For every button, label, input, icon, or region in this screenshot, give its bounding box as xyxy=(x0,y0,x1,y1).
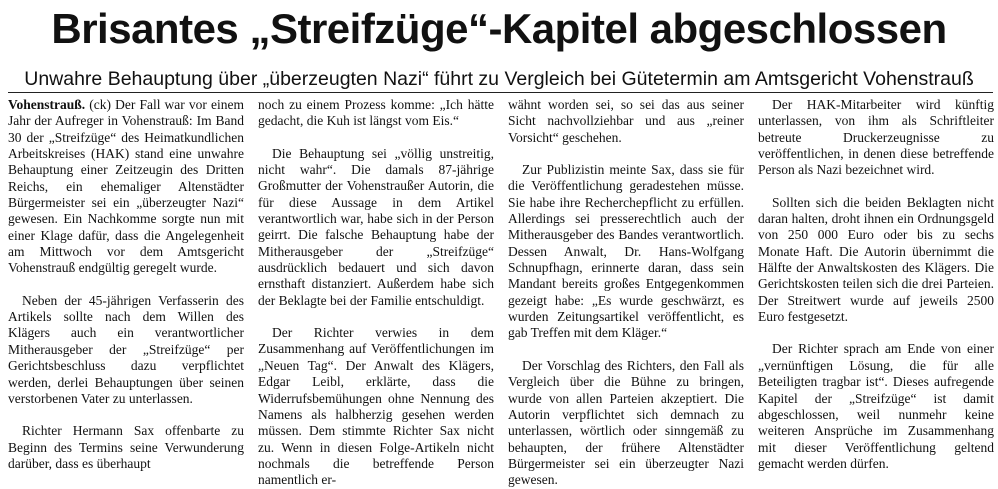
article-paragraph: Der Vorschlag des Richters, den Fall als Vergleich über die Bühne zu bringen, wurde von allen Parteien akzeptiert. Die Autorin verpflichtet sich demnach zu unterlassen, wörtlich oder sinngemäß zu behaupten, der frühere Altenstädter Bürgermeister sei ein überzeugter Nazi gewesen. xyxy=(508,357,744,488)
headline: Brisantes „Streifzüge“-Kapitel abgeschlossen xyxy=(51,5,947,52)
subheadline: Unwahre Behauptung über „überzeugten Nazi“ führt zu Vergleich bei Gütetermin am Amtsgericht Vohenstrauß xyxy=(24,68,974,90)
article-paragraph: Der HAK-Mitarbeiter wird künftig unterlassen, von ihm als Schriftleiter betreute Druckerzeugnisse zu veröffentlichen, in denen diese betreffende Person als Nazi bezeichnet wird. xyxy=(758,97,994,178)
article-column-1 xyxy=(8,97,244,472)
article-paragraph: Sollten sich die beiden Beklagten nicht daran halten, droht ihnen ein Ordnungsgeld von 250 000 Euro oder bis zu sechs Monate Haft. Die Autorin übernimmt die Hälfte der Anwaltskosten des Klägers. Die Gerichtskosten teilen sich die drei Parteien. Der Streitwert wurde auf jeweils 2500 Euro festgesetzt. xyxy=(758,194,994,325)
article-paragraph: Neben der 45-jährigen Verfasserin des Artikels sollte nach dem Willen des Klägers auch ein verantwortlicher Mitherausgeber der „Streifzüge“ per Gerichtsbeschluss dazu verpflichtet werden, derlei Behauptungen über seinen verstorbenen Vater zu unterlassen. xyxy=(8,292,244,406)
article-column-3 xyxy=(508,97,744,489)
article-paragraph: Der Richter sprach am Ende von einer „vernünftigen Lösung, die für alle Beteiligten tragbar ist“. Dieses aufregende Kapitel der „Streifzüge“ ist damit abgeschlossen, weil nunmehr keine weiteren Ansprüche im Zusammenhang mit dieser Veröffentlichung geltend gemacht werden dürfen. xyxy=(758,341,994,471)
article-column-2 xyxy=(258,97,494,489)
article-paragraph: wähnt worden sei, so sei das aus seiner Sicht nachvollziehbar und aus „reiner Vorsicht“ geschehen. xyxy=(508,97,744,145)
divider xyxy=(8,92,993,93)
article-paragraph: Der Richter verwies in dem Zusammenhang auf Veröffentlichungen im „Neuen Tag“. Der Anwalt des Klägers, Edgar Leibl, erklärte, dass die Widerrufsbemühungen ohne Nennung des Namens als halbherzig gesehen werden müssen. Dem stimmte Richter Sax nicht zu. Wenn in diesen Folge-Artikeln nicht nochmals die betreffende Person namentlich er- xyxy=(258,325,494,488)
article-column-4 xyxy=(758,97,994,472)
article-paragraph: noch zu einem Prozess komme: „Ich hätte gedacht, die Kuh ist längst vom Eis.“ xyxy=(258,97,494,129)
article-paragraph: Die Behauptung sei „völlig unstreitig, nicht wahr“. Die damals 87-jährige Großmutter der Vohenstraußer Autorin, die für diese Aussage in dem Artikel verantwortlich war, habe sich in der Person geirrt. Die falsche Behauptung habe der Mitherausgeber der „Streifzüge“ ausdrücklich bedauert und sich davon ernsthaft distanziert. Außerdem habe sich der Beklagte bei der Familie entschuldigt. xyxy=(258,145,494,308)
article-paragraph: Richter Hermann Sax offenbarte zu Beginn des Termins seine Verwunderung darüber, dass es überhaupt xyxy=(8,423,244,471)
paragraph-text: (ck) Der Fall war vor einem Jahr der Aufreger in Vohenstrauß: Im Band 30 der „Streifzüge“ des Heimatkundlichen Arbeitskreises (HAK) stand eine unwahre Behauptung einer Zeitzeugin des Dritten Reichs, ein ehemaliger Altenstädter Bürgermeister sei ein „überzeugter Nazi“ gewesen. Ein Nachkomme sorgte nun mit einer Klage dafür, dass die Angelegenheit am Mittwoch vor dem Amtsgericht Vohenstrauß endgültig geregelt wurde. xyxy=(8,97,244,276)
article-paragraph: Zur Publizistin meinte Sax, dass sie für die Veröffentlichung geradestehen müsse. Sie habe ihre Recherchepflicht zu erfüllen. Allerdings sei presserechtlich auch der Mitherausgeber des Bandes verantwortlich. Dessen Anwalt, Dr. Hans-Wolfgang Schnupfhagn, erinnerte daran, dass sein Mandant bereits großes Entgegenkommen gezeigt habe: „Es wurde geschwärzt, es wurden Zeitungsartikel veröffentlicht, es gab Treffen mit dem Kläger.“ xyxy=(508,162,744,341)
article-paragraph xyxy=(8,97,244,277)
dateline: Vohenstrauß. xyxy=(8,97,86,112)
